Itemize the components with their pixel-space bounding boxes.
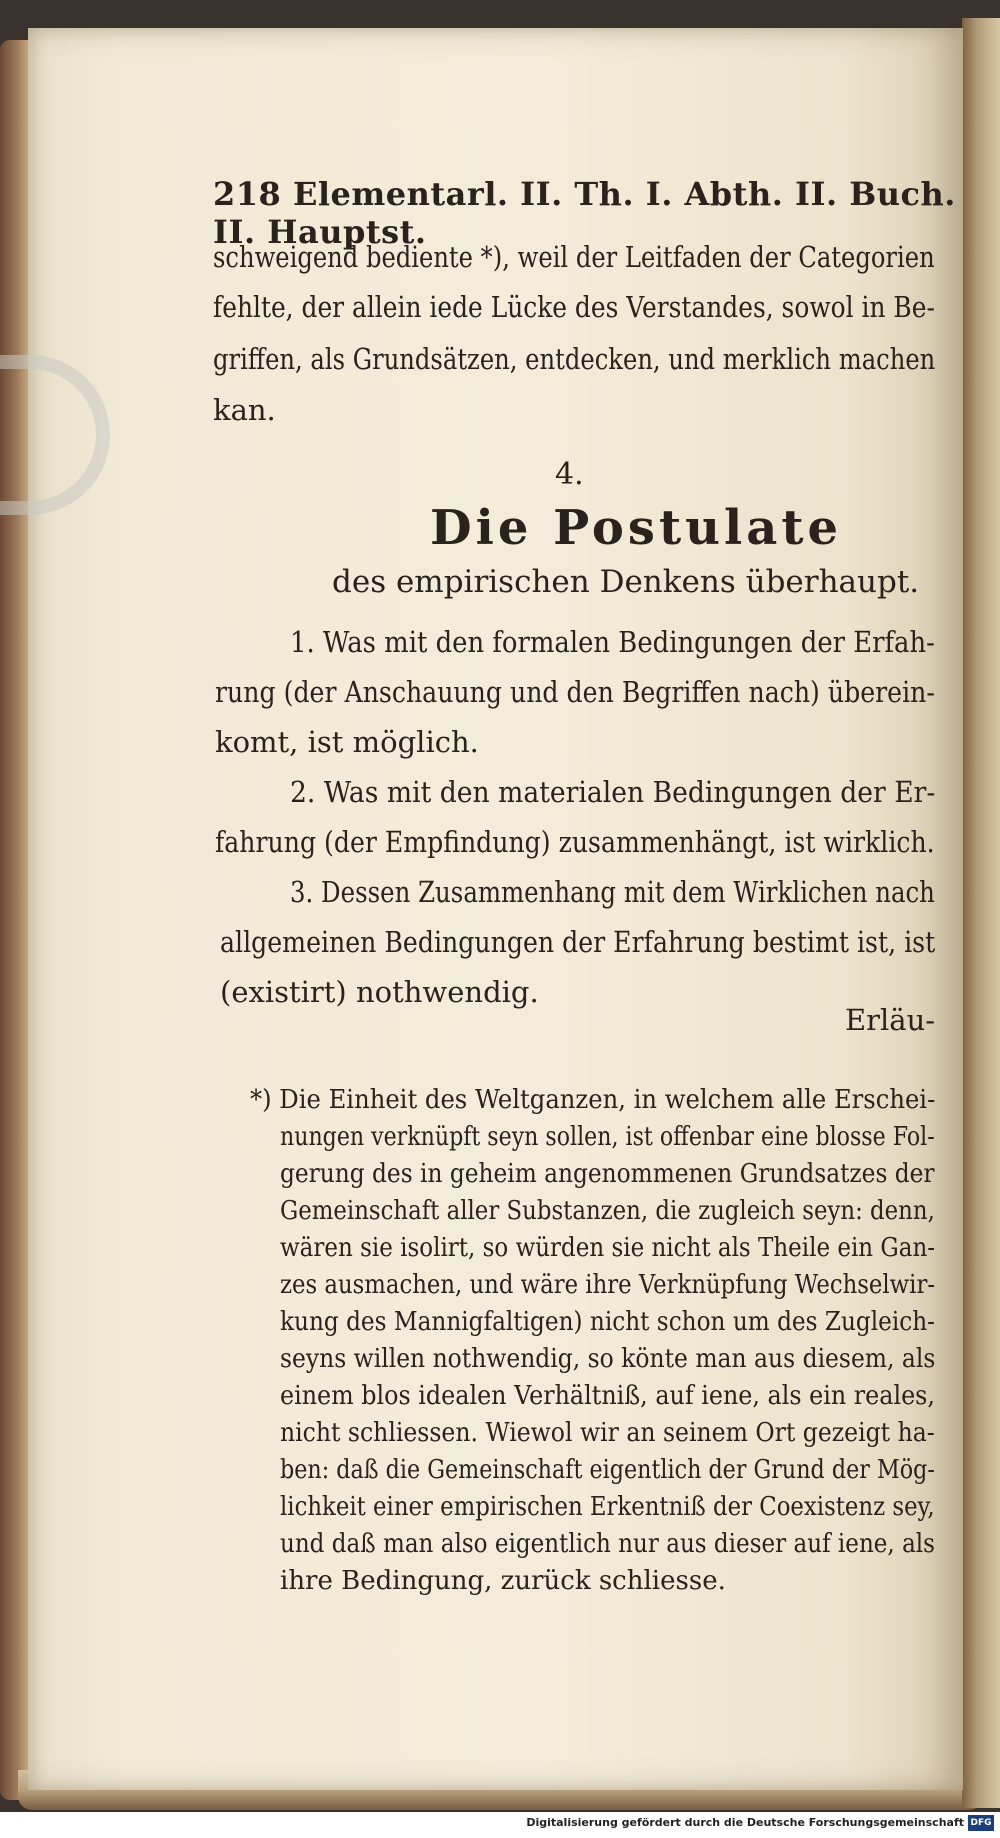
- postulate-line: 2. Was mit den materialen Bedingungen der Er-: [290, 775, 936, 809]
- footnote-line: kung des Mannigfaltigen) nicht schon um des Zugleich-: [280, 1307, 936, 1337]
- catchword: Erläu-: [845, 1003, 936, 1037]
- postulate-line: 3. Dessen Zusammenhang mit dem Wirklichen nach: [290, 875, 935, 909]
- postulate-line: (existirt) nothwendig.: [220, 975, 539, 1009]
- body-line: griffen, als Grundsätzen, entdecken, und merklich machen: [213, 342, 936, 376]
- section-number: 4.: [555, 457, 584, 492]
- footnote-line: *) Die Einheit des Weltganzen, in welchem alle Erschei-: [250, 1085, 936, 1115]
- section-subtitle: des empirischen Denkens überhaupt.: [332, 564, 920, 600]
- footnote-line: wären sie isolirt, so würden sie nicht als Theile ein Gan-: [280, 1233, 936, 1263]
- footnote-line: nicht schliessen. Wiewol wir an seinem Ort gezeigt ha-: [280, 1418, 935, 1448]
- footnote-line: ihre Bedingung, zurück schliesse.: [280, 1566, 726, 1596]
- section-title: Die Postulate: [430, 500, 843, 556]
- footnote-line: und daß man also eigentlich nur aus dieser auf iene, als: [280, 1529, 936, 1559]
- postulate-line: komt, ist möglich.: [215, 725, 479, 759]
- footnote-line: Gemeinschaft aller Substanzen, die zugleich seyn: denn,: [280, 1196, 935, 1226]
- body-line: fehlte, der allein iede Lücke des Verstandes, sowol in Be-: [213, 290, 935, 324]
- body-line: kan.: [213, 393, 276, 427]
- footnote-line: nungen verknüpft seyn sollen, ist offenbar eine blosse Fol-: [280, 1122, 935, 1152]
- footnote-line: zes ausmachen, und wäre ihre Verknüpfung Wechselwir-: [280, 1270, 936, 1300]
- postulate-line: allgemeinen Bedingungen der Erfahrung bestimt ist, ist: [220, 925, 936, 959]
- footnote-line: einem blos idealen Verhältniß, auf iene, als ein reales,: [280, 1381, 935, 1411]
- footer-credit: Digitalisierung gefördert durch die Deutsche Forschungsgemeinschaft: [526, 1816, 964, 1829]
- running-head: 218 Elementarl. II. Th. I. Abth. II. Buch. II. Hauptst.: [213, 175, 956, 251]
- footnote-line: lichkeit einer empirischen Erkentniß der Coexistenz sey,: [280, 1492, 935, 1522]
- postulate-line: fahrung (der Empfindung) zusammenhängt, ist wirklich.: [215, 825, 935, 859]
- body-line: schweigend bediente *), weil der Leitfaden der Categorien: [213, 240, 935, 274]
- facing-page-edge: [962, 18, 1000, 1808]
- postulate-line: rung (der Anschauung und den Begriffen nach) überein-: [215, 675, 935, 709]
- postulate-line: 1. Was mit den formalen Bedingungen der Erfah-: [290, 625, 935, 659]
- footnote-line: seyns willen nothwendig, so könte man aus diesem, als: [280, 1344, 936, 1374]
- footnote-line: ben: daß die Gemeinschaft eigentlich der Grund der Mög-: [280, 1455, 935, 1485]
- dfg-logo: DFG: [968, 1815, 994, 1831]
- footnote-line: gerung des in geheim angenommenen Grundsatzes der: [280, 1159, 935, 1189]
